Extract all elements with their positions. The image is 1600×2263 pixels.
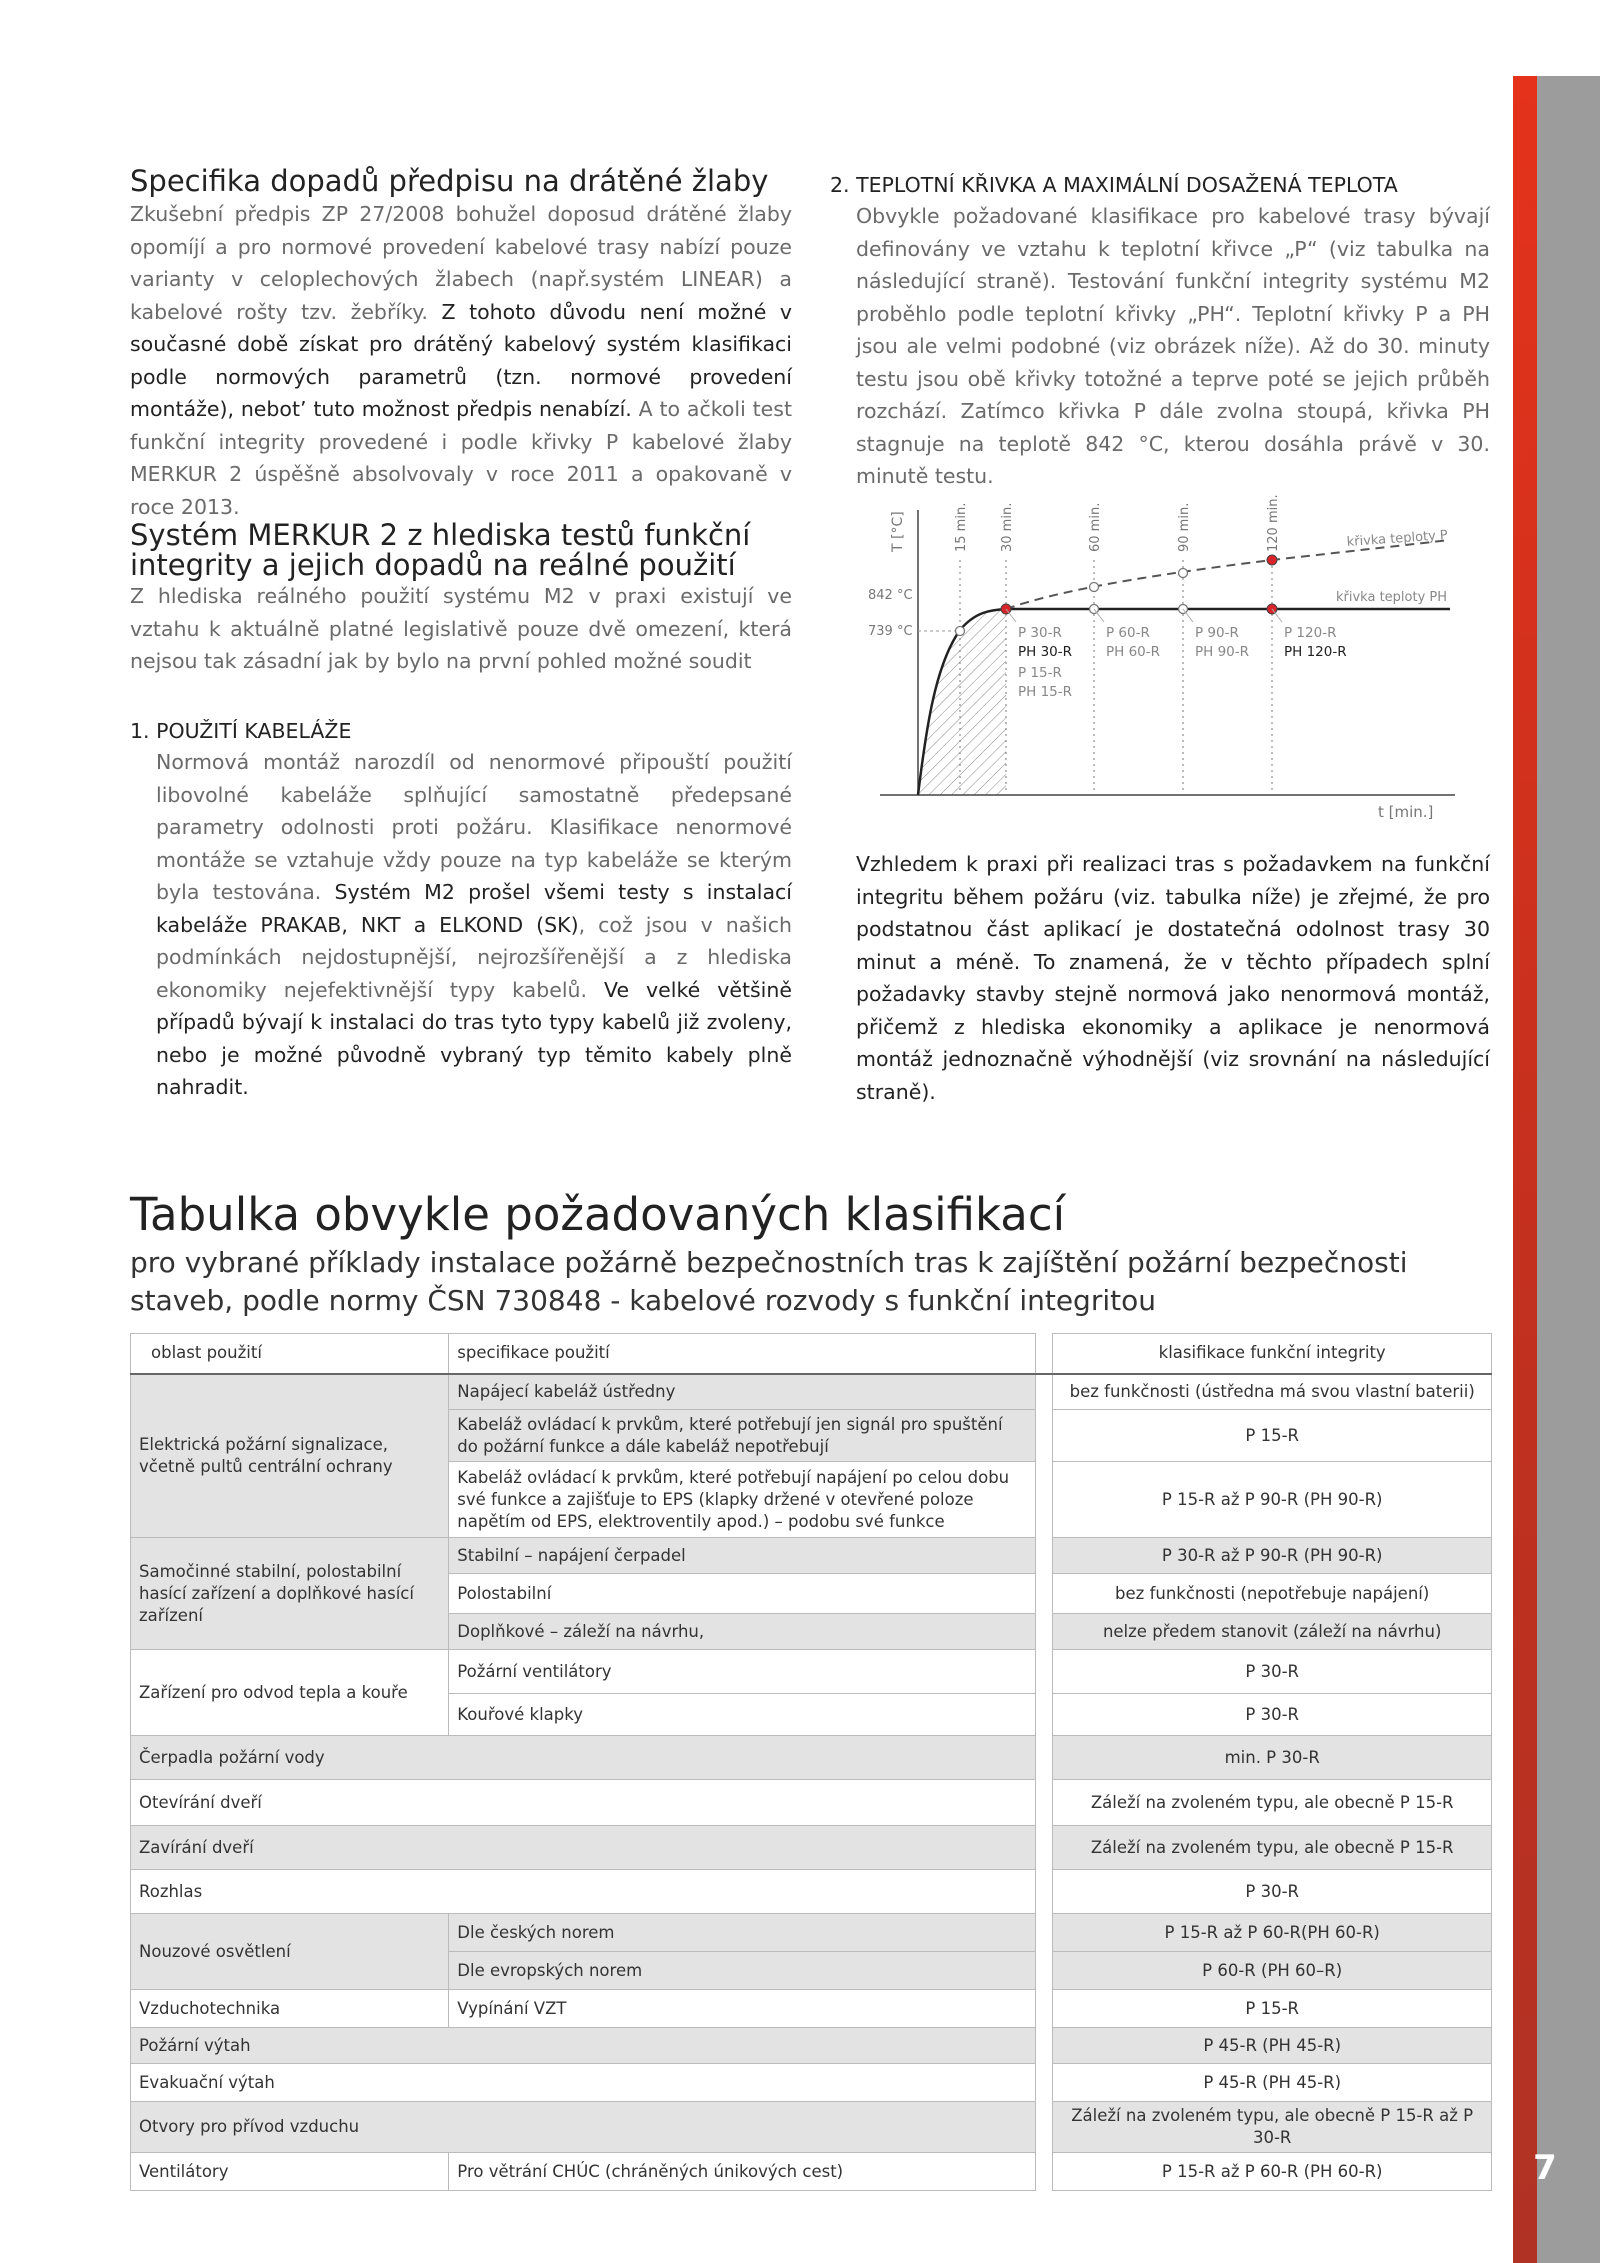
marker-90-p (1179, 569, 1188, 578)
page-number: 7 (1533, 2148, 1557, 2188)
cell-area: Elektrická požární signalizace, včetně pultů centrální ochrany (131, 1374, 449, 1538)
table-title: Tabulka obvykle požadovaných klasifikací (130, 1188, 1066, 1241)
table-row (131, 1538, 1492, 1574)
section-paragraph: Obvykle požadované klasifikace pro kabelové trasy bývají definovány ve vztahu k teplotní křivce „P“ (viz tabulka na následující straně). Testování funkční integrity systému M2 proběhlo podle teplotní křivky „PH“. Teplotní křivky P a PH jsou ale velmi podobné (viz obrázek níže). Až do 30. minuty testu jsou obě křivky totožné a teprve poté se jejich průběh rozchází. Zatímco křivka P dále zvolna stoupá, křivka PH stagnuje na teplotě 842 °C, kterou dosáhla právě v 30. minutě testu. (856, 204, 1490, 488)
section-title: Systém MERKUR 2 z hlediska testů funkční integrity a jejich dopadů na reálné použití (130, 518, 751, 582)
cell-class: Záleží na zvoleném typu, ale obecně P 15-R až P 30-R (1053, 2102, 1492, 2153)
cell-area: Rozhlas (131, 1870, 1036, 1914)
cell-class: P 30-R (1053, 1870, 1492, 1914)
label-ph120: PH 120-R (1284, 644, 1347, 660)
cell-area: Ventilátory (131, 2153, 449, 2191)
section-cabling (130, 716, 792, 1104)
cell-class: P 15-R až P 60-R (PH 60-R) (1053, 2153, 1492, 2191)
sidebar-accent-bar (1513, 76, 1537, 2263)
table-row (131, 2064, 1492, 2102)
cell-spec: Doplňkové – záleží na návrhu, (449, 1614, 1036, 1650)
cell-class: bez funkčnosti (nepotřebuje napájení) (1053, 1574, 1492, 1614)
cell-class: P 15-R (1053, 1410, 1492, 1462)
cell-area: Zařízení pro odvod tepla a kouře (131, 1650, 449, 1736)
x-tick-30: 30 min. (1000, 502, 1015, 552)
cell-spec: Stabilní – napájení čerpadel (449, 1538, 1036, 1574)
cell-class: Záleží na zvoleném typu, ale obecně P 15-R (1053, 1826, 1492, 1870)
cell-area: Samočinné stabilní, polostabilní hasící zařízení a doplňkové hasící zařízení (131, 1538, 449, 1650)
cell-class: P 30-R až P 90-R (PH 90-R) (1053, 1538, 1492, 1574)
cell-area: Požární výtah (131, 2028, 1036, 2064)
x-axis-label: t [min.] (1378, 803, 1434, 821)
table-row (131, 1374, 1492, 1410)
section-merkur (130, 520, 792, 678)
label-p90: P 90-R (1195, 625, 1239, 641)
cell-spec: Vypínání VZT (449, 1990, 1036, 2028)
label-p120: P 120-R (1284, 625, 1337, 641)
cell-area: Čerpadla požární vody (131, 1736, 1036, 1780)
table-header-row (131, 1334, 1492, 1374)
table-row (131, 2153, 1492, 2191)
cell-spec: Požární ventilátory (449, 1650, 1036, 1694)
cell-class: P 15-R až P 60-R(PH 60-R) (1053, 1914, 1492, 1952)
section-title: Specifika dopadů předpisu na drátěné žlaby (130, 164, 769, 198)
cell-spec: Pro větrání CHÚC (chráněných únikových cest) (449, 2153, 1036, 2191)
section-paragraph: Zkušební předpis ZP 27/2008 bohužel doposud drátěné žlaby opomíjí a pro normové provedení kabelové trasy nabízí pouze varianty v celoplechových žlabech (např.systém LINEAR) a kabelové rošty tzv. žebříky. Z tohoto důvodu není možné v současné době získat pro drátěný kabelový systém klasifikaci podle normových parametrů (tzn. normové provedení montáže), nebot’ tuto možnost předpis nenabízí. A to ačkoli test funkční integrity provedené i podle křivky P kabelové žlaby MERKUR 2 úspěšně absolvovaly v roce 2011 a opakovaně v roce 2013. (130, 202, 792, 519)
cell-area: Otevírání dveří (131, 1780, 1036, 1826)
cell-class: bez funkčnosti (ústředna má svou vlastní baterii) (1053, 1374, 1492, 1410)
y-tick-739: 739 °C (868, 624, 913, 639)
y-axis-label: T [°C] (890, 511, 906, 552)
cell-class: P 30-R (1053, 1650, 1492, 1694)
sidebar-grey-bar (1537, 76, 1600, 2263)
cell-class: P 60-R (PH 60–R) (1053, 1952, 1492, 1990)
section-title: 2. TEPLOTNÍ KŘIVKA A MAXIMÁLNÍ DOSAŽENÁ TEPLOTA (830, 173, 1398, 197)
temperature-curve-chart (860, 490, 1460, 830)
cell-class: P 45-R (PH 45-R) (1053, 2064, 1492, 2102)
label-ph60: PH 60-R (1106, 644, 1161, 660)
y-tick-842: 842 °C (868, 588, 913, 603)
table-row (131, 2102, 1492, 2153)
label-ph15: PH 15-R (1018, 684, 1073, 700)
label-p30: P 30-R (1018, 625, 1062, 641)
cell-area: Otvory pro přívod vzduchu (131, 2102, 1036, 2153)
cell-area: Evakuační výtah (131, 2064, 1036, 2102)
marker-120-p (1267, 555, 1277, 565)
curve-p-label: křivka teploty P (1346, 527, 1449, 550)
cell-class: P 45-R (PH 45-R) (1053, 2028, 1492, 2064)
label-p15: P 15-R (1018, 665, 1062, 681)
label-ph30: PH 30-R (1018, 644, 1073, 660)
table-row (131, 1870, 1492, 1914)
table-row (131, 1914, 1492, 1952)
cell-class: P 30-R (1053, 1694, 1492, 1736)
label-p60: P 60-R (1106, 625, 1150, 641)
label-ph90: PH 90-R (1195, 644, 1250, 660)
table-row (131, 1780, 1492, 1826)
x-tick-90: 90 min. (1177, 502, 1192, 552)
cell-class: min. P 30-R (1053, 1736, 1492, 1780)
curve-ph-label: křivka teploty PH (1336, 590, 1448, 605)
cell-spec: Napájecí kabeláž ústředny (449, 1374, 1036, 1410)
x-tick-60: 60 min. (1088, 502, 1103, 552)
cell-spec: Kouřové klapky (449, 1694, 1036, 1736)
section-paragraph: Vzhledem k praxi při realizaci tras s požadavkem na funkční integritu během požáru (viz. tabulka níže) je zřejmé, že pro podstatnou část aplikací je dostatečná odolnost trasy 30 minut a méně. To znamená, že v těchto případech splní požadavky stavby stejně normová jako nenormová montáž, přičemž z hlediska ekonomiky a aplikace je nenormová montáž jednoznačně výhodnější (viz srovnání na následující straně). (856, 852, 1490, 1104)
marker-60-p (1090, 583, 1099, 592)
cell-area: Zavírání dveří (131, 1826, 1036, 1870)
cell-spec: Dle evropských norem (449, 1952, 1036, 1990)
x-tick-120: 120 min. (1266, 494, 1281, 552)
section-wire-trays (130, 164, 792, 523)
table-row (131, 2028, 1492, 2064)
cell-class: P 15-R (1053, 1990, 1492, 2028)
cell-spec: Polostabilní (449, 1574, 1036, 1614)
section-temperature (830, 170, 1490, 493)
marker-15 (956, 627, 965, 636)
cell-class: nelze předem stanovit (záleží na návrhu) (1053, 1614, 1492, 1650)
cell-spec: Kabeláž ovládací k prvkům, které potřebují jen signál pro spuštění do požární funkce a dále kabeláž nepotřebují (449, 1410, 1036, 1462)
section-paragraph: Z hlediska reálného použití systému M2 v praxi existují ve vztahu k aktuálně platné legislativě pouze dvě omezení, která nejsou tak zásadní jak by bylo na první pohled možné soudit (130, 584, 792, 673)
table-row (131, 1990, 1492, 2028)
section-conclusion (856, 848, 1490, 1108)
table-row (131, 1736, 1492, 1780)
table-row (131, 1650, 1492, 1694)
section-paragraph: Normová montáž narozdíl od nenormové připouští použití libovolné kabeláže splňující samostatně předepsané parametry odolnosti proti požáru. Klasifikace nenormové montáže se vztahuje vždy pouze na typ kabeláže se kterým byla testována. Systém M2 prošel všemi testy s instalací kabeláže PRAKAB, NKT a ELKOND (SK), což jsou v našich podmínkách nejdostupnější, nejrozšířenější a z hlediska ekonomiky nejefektivnější typy kabelů. Ve velké většině případů bývají k instalaci do tras tyto typy kabelů již zvoleny, nebo je možné původně vybraný typ těmito kabely plně nahradit. (156, 750, 792, 1099)
cell-spec: Kabeláž ovládací k prvkům, které potřebují napájení po celou dobu své funkce a zajišťuje to EPS (klapky držené v otevřené poloze napětím od EPS, elektroventily apod.) – podobu své funkce (449, 1462, 1036, 1538)
cell-spec: Dle českých norem (449, 1914, 1036, 1952)
header-class: klasifikace funkční integrity (1053, 1334, 1492, 1374)
cell-class: Záleží na zvoleném typu, ale obecně P 15-R (1053, 1780, 1492, 1826)
table-row (131, 1826, 1492, 1870)
cell-class: P 15-R až P 90-R (PH 90-R) (1053, 1462, 1492, 1538)
header-spec: specifikace použití (449, 1334, 1036, 1374)
section-title: 1. POUŽITÍ KABELÁŽE (130, 719, 352, 743)
table-subtitle: pro vybrané příklady instalace požárně bezpečnostních tras k zajíštění požární bezpečnosti staveb, podle normy ČSN 730848 - kabelové rozvody s funkční integritou (130, 1246, 1408, 1317)
x-tick-15: 15 min. (954, 502, 969, 552)
classification-table (130, 1333, 1492, 2191)
cell-area: Nouzové osvětlení (131, 1914, 449, 1990)
cell-area: Vzduchotechnika (131, 1990, 449, 2028)
header-area: oblast použití (131, 1334, 449, 1374)
